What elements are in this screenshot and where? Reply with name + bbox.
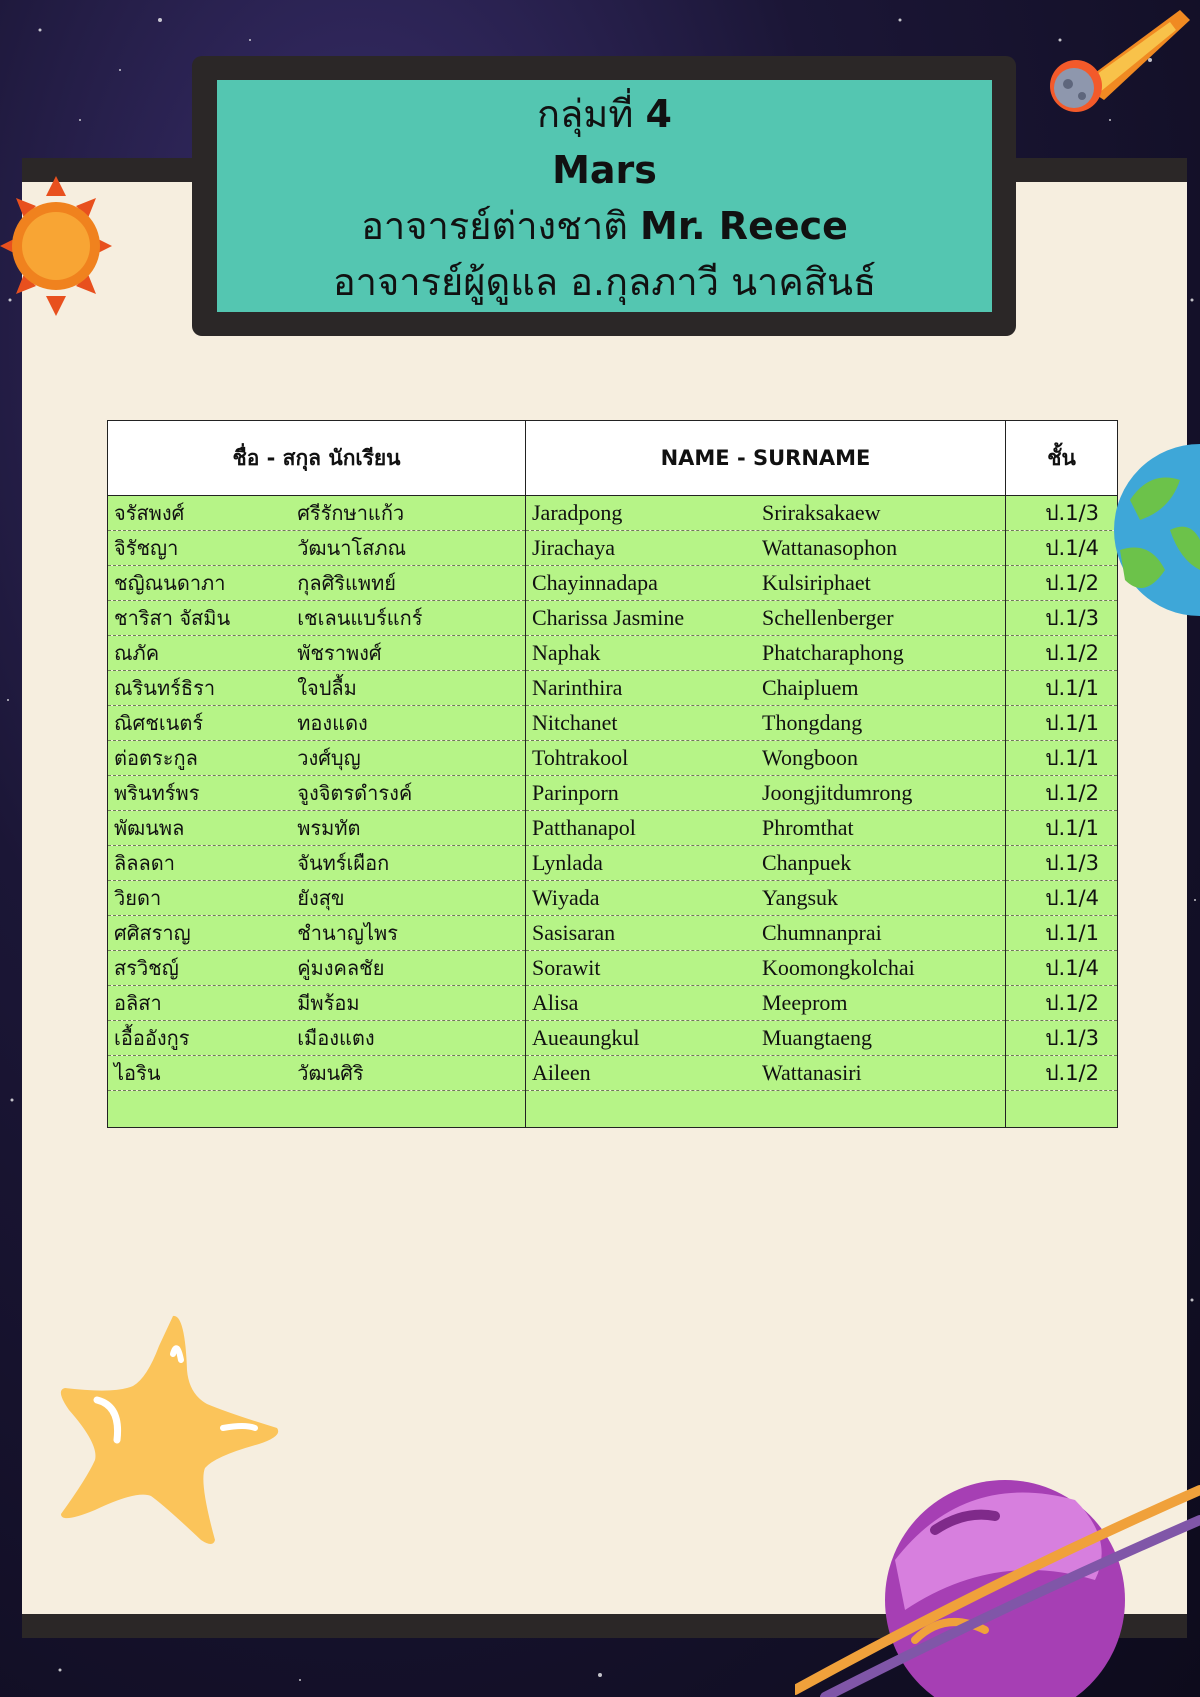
english-name-cell	[526, 1021, 1006, 1056]
english-last-name: Phromthat	[762, 815, 854, 840]
class-cell: ป.1/2	[1006, 636, 1118, 671]
english-last-name: Chaipluem	[762, 675, 859, 700]
thai-first-name: สรวิชญ์	[114, 956, 179, 980]
thai-first-name: ณรินทร์ธิรา	[114, 676, 216, 700]
meteor-icon	[1040, 4, 1190, 114]
english-name-cell	[526, 811, 1006, 846]
english-last-name: Chanpuek	[762, 850, 852, 875]
table-row	[108, 671, 1118, 706]
class-cell: ป.1/1	[1006, 916, 1118, 951]
english-name-cell	[526, 846, 1006, 881]
student-table	[107, 420, 1117, 1128]
table-row	[108, 951, 1118, 986]
table-row	[108, 811, 1118, 846]
table-row	[108, 776, 1118, 811]
table-row	[108, 916, 1118, 951]
english-first-name: Nitchanet	[532, 710, 618, 735]
earth-icon	[1110, 440, 1200, 620]
english-name-cell	[526, 741, 1006, 776]
table-row	[108, 636, 1118, 671]
english-name-cell	[526, 916, 1006, 951]
english-last-name: Joongjitdumrong	[762, 780, 913, 805]
english-name-cell	[526, 951, 1006, 986]
thai-name-cell	[108, 1056, 526, 1091]
thai-name-cell	[108, 811, 526, 846]
thai-last-name: ชำนาญไพร	[297, 921, 398, 945]
class-cell: ป.1/4	[1006, 881, 1118, 916]
english-first-name: Parinporn	[532, 780, 619, 805]
class-cell: ป.1/2	[1006, 986, 1118, 1021]
thai-last-name: วัฒนาโสภณ	[297, 536, 407, 560]
thai-first-name: ศศิสราญ	[114, 921, 191, 945]
thai-first-name: ชญิณนดาภา	[114, 571, 226, 595]
english-last-name: Wattanasophon	[762, 535, 898, 560]
table-row	[108, 531, 1118, 566]
class-cell: ป.1/4	[1006, 951, 1118, 986]
english-last-name: Phatcharaphong	[762, 640, 904, 665]
header-thai-name: ชื่อ - สกุล นักเรียน	[108, 421, 526, 496]
class-cell: ป.1/3	[1006, 846, 1118, 881]
thai-first-name: พัฒนพล	[114, 816, 185, 840]
english-first-name: Lynlada	[532, 850, 603, 875]
class-cell: ป.1/2	[1006, 566, 1118, 601]
thai-name-cell	[108, 531, 526, 566]
table-row-empty	[108, 1091, 1118, 1128]
thai-name-cell	[108, 776, 526, 811]
thai-last-name: จูงจิตรดำรงค์	[297, 781, 413, 805]
english-last-name: Yangsuk	[762, 885, 839, 910]
table-row	[108, 986, 1118, 1021]
thai-first-name: เอื้ออังกูร	[114, 1026, 190, 1050]
english-first-name: Tohtrakool	[532, 745, 629, 770]
english-first-name: Patthanapol	[532, 815, 636, 840]
english-last-name: Sriraksakaew	[762, 500, 881, 525]
english-name-cell	[526, 636, 1006, 671]
thai-last-name: ยังสุข	[297, 886, 345, 910]
table-row	[108, 566, 1118, 601]
english-first-name: Jirachaya	[532, 535, 616, 560]
thai-last-name: ทองแดง	[297, 711, 368, 735]
english-name-cell	[526, 601, 1006, 636]
thai-first-name: วิยดา	[114, 886, 162, 910]
thai-last-name: เชเลนแบร์แกร์	[297, 606, 423, 630]
english-first-name: Naphak	[532, 640, 601, 665]
english-name-cell	[526, 881, 1006, 916]
english-first-name: Jaradpong	[532, 500, 623, 525]
class-cell: ป.1/2	[1006, 1056, 1118, 1091]
thai-name-cell	[108, 986, 526, 1021]
english-first-name: Sasisaran	[532, 920, 616, 945]
thai-first-name: พรินทร์พร	[114, 781, 200, 805]
english-first-name: Wiyada	[532, 885, 600, 910]
english-last-name: Meeprom	[762, 990, 848, 1015]
table-row	[108, 601, 1118, 636]
english-last-name: Chumnanprai	[762, 920, 882, 945]
thai-name-cell	[108, 1021, 526, 1056]
class-cell: ป.1/1	[1006, 671, 1118, 706]
english-name-cell	[526, 986, 1006, 1021]
thai-first-name: ณภัค	[114, 641, 160, 665]
thai-first-name: ลิลลดา	[114, 851, 175, 875]
english-last-name: Schellenberger	[762, 605, 894, 630]
thai-first-name: อลิสา	[114, 991, 162, 1015]
empty-cell	[526, 1091, 1006, 1128]
thai-last-name: เมืองแตง	[297, 1026, 375, 1050]
thai-last-name: พัชราพงศ์	[297, 641, 382, 665]
star-icon	[55, 1310, 285, 1550]
english-first-name: Narinthira	[532, 675, 623, 700]
group-number-line: กลุ่มที่ 4	[537, 92, 672, 136]
thai-name-cell	[108, 951, 526, 986]
foreign-teacher-line: อาจารย์ต่างชาติ Mr. Reece	[361, 204, 848, 248]
english-name-cell	[526, 776, 1006, 811]
thai-last-name: ใจปลื้ม	[297, 676, 357, 700]
foreign-teacher-name: Mr. Reece	[640, 204, 848, 248]
class-cell: ป.1/3	[1006, 1021, 1118, 1056]
thai-name-cell	[108, 671, 526, 706]
english-first-name: Aueaungkul	[532, 1025, 640, 1050]
thai-name-cell	[108, 601, 526, 636]
thai-last-name: วัฒนศิริ	[297, 1061, 364, 1085]
english-last-name: Muangtaeng	[762, 1025, 872, 1050]
class-cell: ป.1/3	[1006, 601, 1118, 636]
header-english-name: NAME - SURNAME	[526, 421, 1006, 496]
class-cell: ป.1/1	[1006, 811, 1118, 846]
class-cell: ป.1/4	[1006, 531, 1118, 566]
class-cell: ป.1/1	[1006, 706, 1118, 741]
empty-cell	[108, 1091, 526, 1128]
english-last-name: Koomongkolchai	[762, 955, 915, 980]
thai-first-name: จิรัชญา	[114, 536, 179, 560]
table-row	[108, 1056, 1118, 1091]
table-row	[108, 1021, 1118, 1056]
english-first-name: Chayinnadapa	[532, 570, 658, 595]
thai-last-name: ศรีรักษาแก้ว	[297, 501, 405, 525]
class-cell: ป.1/1	[1006, 741, 1118, 776]
english-first-name: Charissa Jasmine	[532, 605, 685, 630]
group-number: 4	[645, 92, 672, 136]
english-name-cell	[526, 531, 1006, 566]
thai-last-name: วงศ์บุญ	[297, 746, 361, 770]
header-class: ชั้น	[1006, 421, 1118, 496]
english-last-name: Wattanasiri	[762, 1060, 862, 1085]
thai-name-cell	[108, 741, 526, 776]
english-last-name: Kulsiriphaet	[762, 570, 871, 595]
table-row	[108, 706, 1118, 741]
english-name-cell	[526, 671, 1006, 706]
thai-last-name: มีพร้อม	[297, 991, 360, 1015]
english-name-cell	[526, 706, 1006, 741]
thai-name-cell	[108, 496, 526, 531]
empty-cell	[1006, 1091, 1118, 1128]
class-cell: ป.1/3	[1006, 496, 1118, 531]
thai-first-name: ชาริสา จัสมิน	[114, 606, 231, 630]
table-row	[108, 741, 1118, 776]
table-row	[108, 496, 1118, 531]
thai-last-name: กุลศิริแพทย์	[297, 571, 396, 595]
advisor-line: อาจารย์ผู้ดูแล อ.กุลภาวี นาคสินธ์	[332, 260, 877, 304]
table-row	[108, 846, 1118, 881]
english-first-name: Sorawit	[532, 955, 601, 980]
thai-first-name: จรัสพงศ์	[114, 501, 185, 525]
english-last-name: Wongboon	[762, 745, 859, 770]
table-header-row	[108, 421, 1118, 496]
thai-name-cell	[108, 881, 526, 916]
thai-name-cell	[108, 916, 526, 951]
thai-last-name: จันทร์เผือก	[297, 851, 390, 875]
thai-first-name: ณิศชเนตร์	[114, 711, 204, 735]
thai-last-name: พรมทัต	[297, 816, 361, 840]
thai-last-name: คู่มงคลชัย	[297, 956, 385, 980]
english-name-cell	[526, 566, 1006, 601]
thai-name-cell	[108, 566, 526, 601]
thai-first-name: ต่อตระกูล	[114, 746, 198, 770]
english-last-name: Thongdang	[762, 710, 863, 735]
english-first-name: Alisa	[532, 990, 579, 1015]
class-cell: ป.1/2	[1006, 776, 1118, 811]
english-name-cell	[526, 1056, 1006, 1091]
sun-icon	[0, 176, 122, 316]
ringed-planet-icon	[795, 1460, 1200, 1697]
thai-name-cell	[108, 706, 526, 741]
group-header	[217, 80, 992, 312]
thai-name-cell	[108, 846, 526, 881]
thai-first-name: ไอริน	[114, 1061, 161, 1085]
thai-name-cell	[108, 636, 526, 671]
table-row	[108, 881, 1118, 916]
english-name-cell	[526, 496, 1006, 531]
group-name: Mars	[552, 148, 657, 192]
english-first-name: Aileen	[532, 1060, 591, 1085]
